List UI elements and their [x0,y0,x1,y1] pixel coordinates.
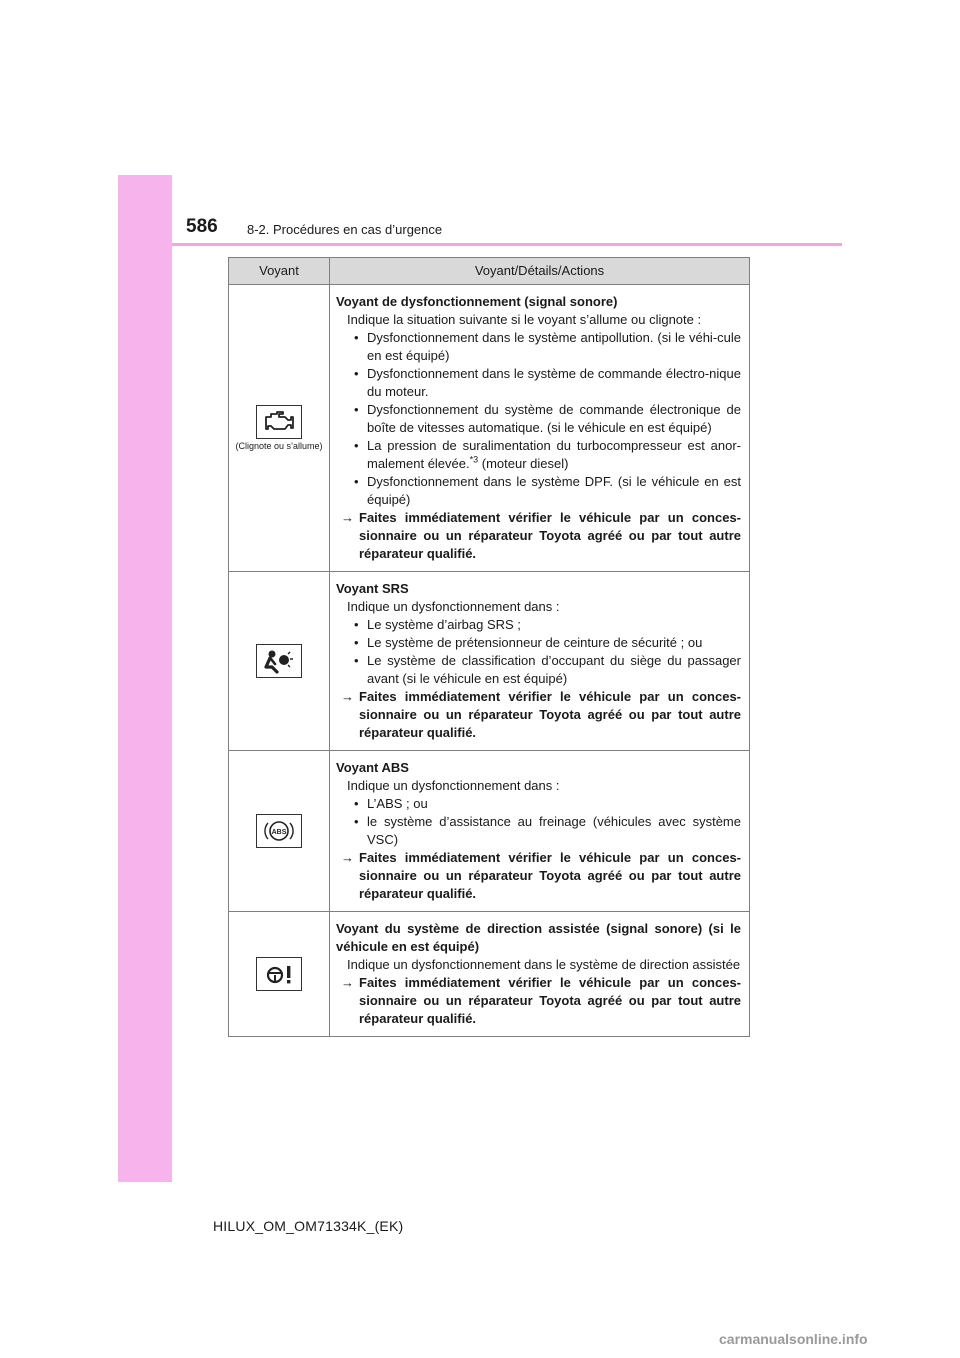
list-item: • Dysfonctionnement dans le système antipollution. (si le véhi-cule en est équipé) [336,329,741,365]
action-text [336,509,741,563]
arrow-icon: → [341,510,354,525]
action-text [336,688,741,742]
action-text [336,849,741,903]
list-item: • le système d’assistance au freinage (véhicules avec système VSC) [336,813,741,849]
list-item: • Le système de prétensionneur de ceinture de sécurité ; ou [336,634,741,652]
row-intro: Indique un dysfonctionnement dans : [347,778,560,793]
engine-check-icon [256,405,302,439]
abs-icon [256,814,302,848]
description-cell [330,285,750,572]
icon-cell [229,751,330,912]
action-text [336,974,741,1028]
icon-cell [229,285,330,572]
action-label: Faites immédiatement vérifier le véhicule par un conces-sionnaire ou un réparateur Toyota agréé ou par tout autre réparateur qualifié. [359,689,741,740]
footnote-ref: *3 [469,454,479,465]
list-item: • Dysfonctionnement du système de commande électronique de boîte de vitesses automatique. (si le véhicule en est équipé) [336,401,741,437]
row-intro: Indique un dysfonctionnement dans le système de direction assistée [347,957,741,972]
action-label: Faites immédiatement vérifier le véhicule par un conces-sionnaire ou un réparateur Toyota agréé ou par tout autre réparateur qualifié. [359,975,741,1026]
power-steering-warning-icon [256,957,302,991]
list-item: • Dysfonctionnement dans le système DPF. (si le véhicule en est équipé) [336,473,741,509]
warning-lights-table [228,257,750,1037]
icon-cell [229,572,330,751]
list-item-text: La pression de suralimentation du turbocompresseur est anor-malement élevée. [367,438,741,471]
row-intro: Indique un dysfonctionnement dans : [347,599,560,614]
col-header-details: Voyant/Détails/Actions [330,258,750,285]
side-color-band [118,175,172,1182]
description-cell [330,751,750,912]
list-item [336,437,741,473]
list-item: • Le système de classification d’occupant du siège du passager avant (si le véhicule en est équipé) [336,652,741,688]
icon-cell [229,912,330,1037]
icon-caption: (Clignote ou s’allume) [235,441,323,451]
arrow-icon: → [341,975,354,990]
description-cell [330,912,750,1037]
header-divider [172,243,842,246]
list-item: • L’ABS ; ou [336,795,741,813]
table-row [229,751,750,912]
arrow-icon: → [341,850,354,865]
list-item: • Dysfonctionnement dans le système de commande électro-nique du moteur. [336,365,741,401]
list-item: • Le système d’airbag SRS ; [336,616,741,634]
watermark[interactable]: carmanualsonline.info [719,1331,868,1347]
action-label: Faites immédiatement vérifier le véhicule par un conces-sionnaire ou un réparateur Toyota agréé ou par tout autre réparateur qualifié. [359,510,741,561]
table-row [229,572,750,751]
description-cell [330,572,750,751]
list-item-tail: (moteur diesel) [478,456,569,471]
row-title: Voyant de dysfonctionnement (signal sonore) [336,294,618,309]
document-code: HILUX_OM_OM71334K_(EK) [213,1218,404,1234]
table-row [229,285,750,572]
row-title: Voyant ABS [336,760,409,775]
row-intro: Indique la situation suivante si le voyant s’allume ou clignote : [347,312,702,327]
section-title: 8-2. Procédures en cas d’urgence [247,222,443,237]
table-header-row [229,258,750,285]
row-title: Voyant SRS [336,581,409,596]
table-row [229,912,750,1037]
row-title: Voyant du système de direction assistée (signal sonore) (si le véhicule en est équipé) [336,921,741,954]
airbag-srs-icon [256,644,302,678]
page-number: 586 [186,216,218,237]
abs-icon-text: ABS [271,829,287,836]
arrow-icon: → [341,689,354,704]
col-header-voyant: Voyant [229,258,330,285]
action-label: Faites immédiatement vérifier le véhicule par un conces-sionnaire ou un réparateur Toyota agréé ou par tout autre réparateur qualifié. [359,850,741,901]
